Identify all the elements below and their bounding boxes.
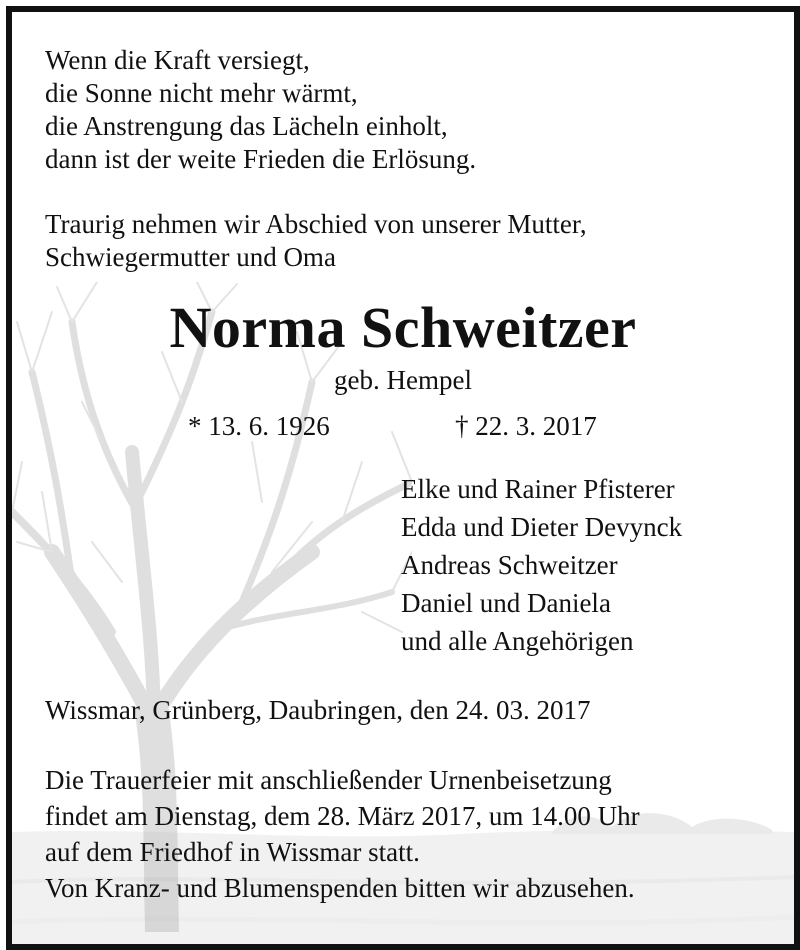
poem	[45, 44, 476, 176]
mourner-entry: Elke und Rainer Pfisterer	[401, 474, 675, 504]
death-date: † 22. 3. 2017	[455, 411, 597, 441]
intro-line: Schwiegermutter und Oma	[45, 242, 336, 272]
poem-line: Wenn die Kraft versiegt,	[45, 45, 310, 75]
obituary-card	[6, 6, 800, 950]
poem-line: die Sonne nicht mehr wärmt,	[45, 78, 358, 108]
deceased-name: Norma Schweitzer	[169, 295, 637, 360]
funeral-line: Von Kranz- und Blumenspenden bitten wir abzusehen.	[45, 873, 635, 903]
announcement-intro	[45, 208, 587, 274]
place-and-date: Wissmar, Grünberg, Daubringen, den 24. 03. 2017	[45, 695, 591, 725]
birth-date: * 13. 6. 1926	[188, 411, 330, 441]
mourner-entry: Daniel und Daniela	[401, 588, 611, 618]
funeral-line: Die Trauerfeier mit anschließender Urnenbeisetzung	[45, 765, 612, 795]
mourner-entry: Andreas Schweitzer	[401, 550, 618, 580]
funeral-line: findet am Dienstag, dem 28. März 2017, um 14.00 Uhr	[45, 801, 640, 831]
poem-line: dann ist der weite Frieden die Erlösung.	[45, 144, 477, 174]
poem-line: die Anstrengung das Lächeln einholt,	[45, 111, 448, 141]
mourner-entry: Edda und Dieter Devynck	[401, 512, 683, 542]
mourner-entry: und alle Angehörigen	[401, 626, 634, 656]
funeral-line: auf dem Friedhof in Wissmar statt.	[45, 837, 420, 867]
mourners-list	[401, 470, 682, 660]
funeral-details	[45, 762, 640, 906]
maiden-name: geb. Hempel	[334, 365, 472, 395]
intro-line: Traurig nehmen wir Abschied von unserer Mutter,	[45, 209, 587, 239]
